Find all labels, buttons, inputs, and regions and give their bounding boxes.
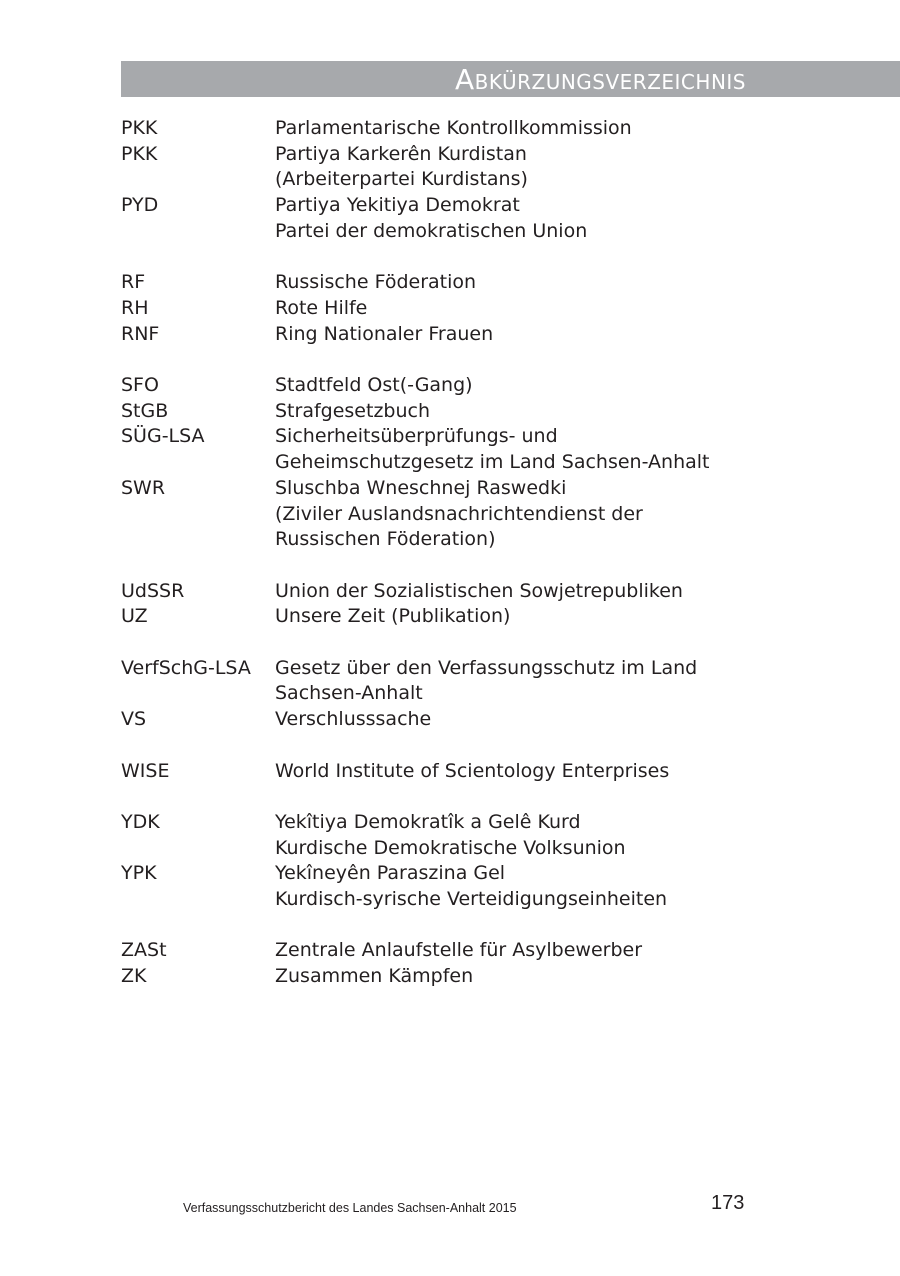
definition-line: Partiya Karkerên Kurdistan bbox=[275, 142, 527, 165]
definition-line: Rote Hilfe bbox=[275, 296, 368, 319]
abbreviation-definition bbox=[275, 399, 761, 425]
abbreviation-term: RF bbox=[121, 271, 146, 294]
abbreviation-entry bbox=[121, 373, 761, 399]
abbreviation-definition bbox=[275, 707, 761, 733]
abbreviation-term: YDK bbox=[121, 810, 160, 833]
definition-line: World Institute of Scientology Enterprises bbox=[275, 759, 670, 782]
section-header-bar bbox=[121, 61, 900, 97]
abbreviation-definition bbox=[275, 810, 761, 861]
abbreviation-term: VS bbox=[121, 708, 147, 731]
abbreviation-list bbox=[121, 116, 761, 1015]
abbreviation-entry bbox=[121, 604, 761, 630]
abbreviation-entry bbox=[121, 938, 761, 964]
abbreviation-entry bbox=[121, 270, 761, 296]
abbreviation-definition bbox=[275, 964, 761, 990]
definition-line: Sachsen-Anhalt bbox=[275, 682, 423, 705]
abbreviation-definition bbox=[275, 604, 761, 630]
abbreviation-definition bbox=[275, 193, 761, 244]
abbreviation-term: VerfSchG-LSA bbox=[121, 656, 251, 679]
abbreviation-definition bbox=[275, 373, 761, 399]
abbreviation-group bbox=[121, 938, 761, 989]
abbreviation-entry bbox=[121, 193, 761, 244]
definition-line: (Ziviler Auslandsnachrichtendienst der bbox=[275, 502, 643, 525]
abbreviation-definition bbox=[275, 759, 761, 785]
definition-line: Zusammen Kämpfen bbox=[275, 965, 474, 988]
abbreviation-term: YPK bbox=[121, 862, 157, 885]
abbreviation-term: ZASt bbox=[121, 939, 167, 962]
abbreviation-definition bbox=[275, 656, 761, 707]
abbreviation-entry bbox=[121, 399, 761, 425]
definition-line: Yekîneyên Paraszina Gel bbox=[275, 862, 506, 885]
abbreviation-entry bbox=[121, 424, 761, 475]
definition-line: Stadtfeld Ost(-Gang) bbox=[275, 374, 473, 396]
footer-publication-title: Verfassungsschutzbericht des Landes Sachsen-Anhalt 2015 bbox=[183, 1201, 517, 1215]
definition-line: Russische Föderation bbox=[275, 271, 477, 294]
abbreviation-definition bbox=[275, 142, 761, 193]
abbreviation-entry bbox=[121, 707, 761, 733]
abbreviation-entry bbox=[121, 964, 761, 990]
abbreviation-term: WISE bbox=[121, 759, 170, 782]
abbreviation-group bbox=[121, 579, 761, 630]
definition-line: Geheimschutzgesetz im Land Sachsen-Anhalt bbox=[275, 451, 710, 474]
abbreviation-group bbox=[121, 116, 761, 245]
abbreviation-definition bbox=[275, 116, 761, 142]
definition-line: Sluschba Wneschnej Raswedki bbox=[275, 476, 567, 499]
abbreviation-group bbox=[121, 656, 761, 733]
abbreviation-term: PKK bbox=[121, 142, 158, 165]
abbreviation-definition bbox=[275, 861, 761, 912]
abbreviation-group bbox=[121, 810, 761, 913]
abbreviation-entry bbox=[121, 476, 761, 553]
abbreviation-entry bbox=[121, 322, 761, 348]
abbreviation-term: PYD bbox=[121, 194, 159, 217]
definition-line: Yekîtiya Demokratîk a Gelê Kurd bbox=[275, 810, 581, 833]
abbreviation-term: SWR bbox=[121, 476, 166, 499]
definition-line: (Arbeiterpartei Kurdistans) bbox=[275, 168, 528, 191]
abbreviation-entry bbox=[121, 759, 761, 785]
abbreviation-term: UdSSR bbox=[121, 579, 185, 602]
abbreviation-definition bbox=[275, 322, 761, 348]
abbreviation-definition bbox=[275, 296, 761, 322]
definition-line: Kurdische Demokratische Volksunion bbox=[275, 836, 626, 859]
definition-line: Zentrale Anlaufstelle für Asylbewerber bbox=[275, 939, 643, 962]
abbreviation-term: ZK bbox=[121, 965, 147, 988]
abbreviation-entry bbox=[121, 116, 761, 142]
abbreviation-definition bbox=[275, 424, 761, 475]
abbreviation-definition bbox=[275, 270, 761, 296]
definition-line: Partiya Yekitiya Demokrat bbox=[275, 194, 520, 217]
abbreviation-definition bbox=[275, 938, 761, 964]
abbreviation-entry bbox=[121, 142, 761, 193]
definition-line: Kurdisch-syrische Verteidigungseinheiten bbox=[275, 888, 668, 910]
abbreviation-entry bbox=[121, 810, 761, 861]
section-title: Abkürzungsverzeichnis bbox=[455, 63, 746, 96]
abbreviation-entry bbox=[121, 656, 761, 707]
definition-line: Russischen Föderation) bbox=[275, 528, 496, 551]
abbreviation-term: PKK bbox=[121, 117, 158, 139]
abbreviation-term: UZ bbox=[121, 605, 148, 628]
abbreviation-term: RNF bbox=[121, 322, 160, 345]
abbreviation-definition bbox=[275, 476, 761, 553]
abbreviation-group bbox=[121, 759, 761, 785]
definition-line: Strafgesetzbuch bbox=[275, 399, 431, 422]
definition-line: Parlamentarische Kontrollkommission bbox=[275, 117, 632, 139]
definition-line: Sicherheitsüberprüfungs- und bbox=[275, 425, 558, 448]
definition-line: Verschlusssache bbox=[275, 708, 432, 731]
abbreviation-entry bbox=[121, 579, 761, 605]
abbreviation-definition bbox=[275, 579, 761, 605]
definition-line: Partei der demokratischen Union bbox=[275, 219, 588, 242]
abbreviation-term: SÜG-LSA bbox=[121, 425, 205, 448]
definition-line: Union der Sozialistischen Sowjetrepubliken bbox=[275, 579, 683, 602]
definition-line: Unsere Zeit (Publikation) bbox=[275, 605, 511, 628]
abbreviation-group bbox=[121, 373, 761, 553]
page-number: 173 bbox=[711, 1192, 745, 1214]
abbreviation-entry bbox=[121, 296, 761, 322]
abbreviation-term: RH bbox=[121, 296, 149, 319]
abbreviation-term: StGB bbox=[121, 399, 169, 422]
abbreviation-entry bbox=[121, 861, 761, 912]
abbreviation-group bbox=[121, 270, 761, 347]
definition-line: Ring Nationaler Frauen bbox=[275, 322, 494, 345]
definition-line: Gesetz über den Verfassungsschutz im Land bbox=[275, 656, 698, 679]
abbreviation-term: SFO bbox=[121, 374, 159, 396]
